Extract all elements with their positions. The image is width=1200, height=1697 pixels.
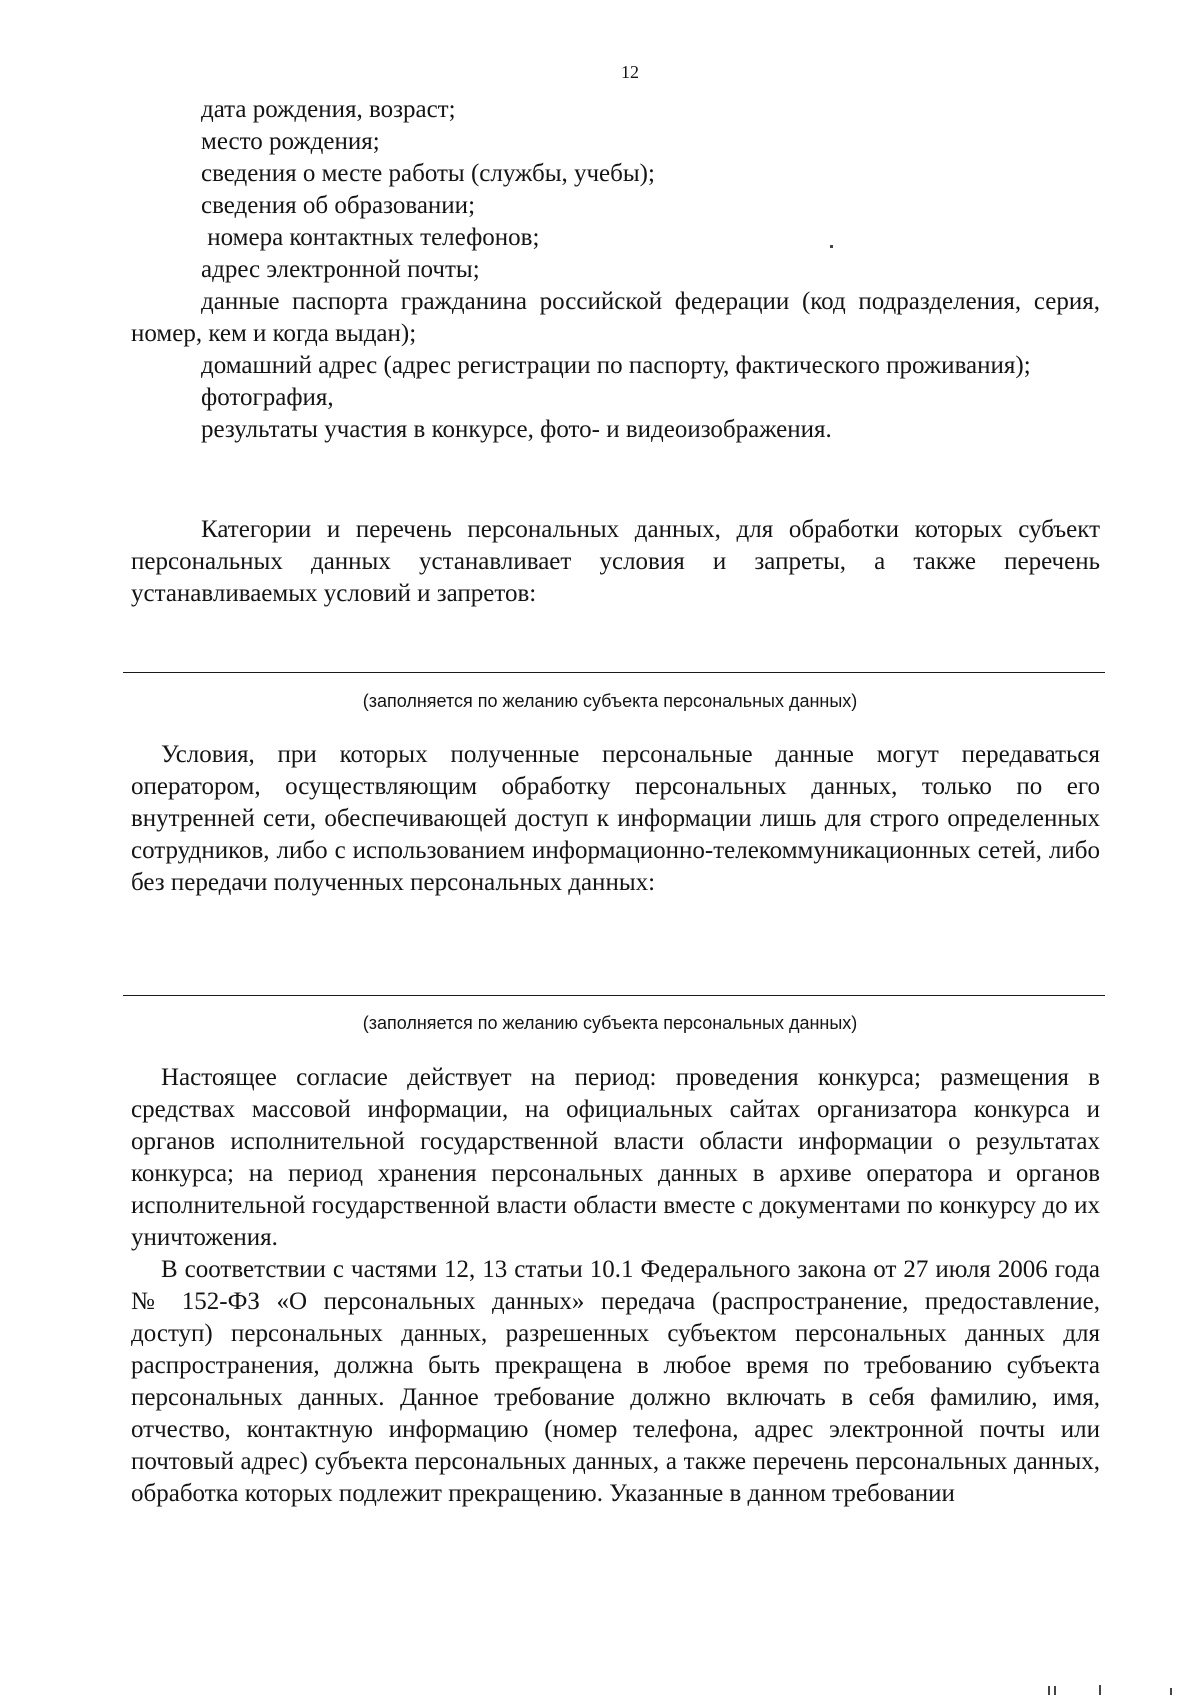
validity-paragraph: Настоящее согласие действует на период: проведения конкурса; размещения в средствах массовой информации, на официальных сайтах организатора конкурса и органов исполнительной государственной власти области информации о результатах конкурса; на период хранения персональных данных в архиве оператора и органов исполнительной государственной власти области вместе с документами по конкурсу до их уничтожения. xyxy=(131,1064,1100,1251)
fill-line-1 xyxy=(123,672,1105,673)
fill-line-2 xyxy=(123,995,1105,996)
conditions-section xyxy=(131,739,1100,899)
conditions-paragraph: Условия, при которых полученные персональные данные могут передаваться оператором, осуществляющим обработку персональных данных, только по его внутренней сети, обеспечивающей доступ к информации лишь для строго определенных сотрудников, либо с использованием информационно-телекоммуникационных сетей, либо без передачи полученных персональных данных: xyxy=(131,741,1100,896)
list-item: результаты участия в конкурсе, фото- и видеоизображения. xyxy=(201,416,832,443)
list-item: место рождения; xyxy=(201,128,380,155)
validity-section xyxy=(131,1062,1100,1510)
page-number: 12 xyxy=(621,62,639,82)
scan-speck xyxy=(1054,1686,1056,1695)
list-item: дата рождения, возраст; xyxy=(201,96,456,123)
scan-speck xyxy=(830,245,833,248)
personal-data-list xyxy=(131,94,1100,446)
categories-paragraph: Категории и перечень персональных данных, для обработки которых субъект персональных данных устанавливает условия и запреты, а также перечень устанавливаемых условий и запретов: xyxy=(131,516,1100,607)
list-item: фотография, xyxy=(201,384,334,411)
scan-speck xyxy=(1170,1688,1172,1695)
list-item: сведения об образовании; xyxy=(201,192,476,219)
list-item: номера контактных телефонов; xyxy=(201,224,540,251)
list-item: адрес электронной почты; xyxy=(201,256,480,283)
list-item: сведения о месте работы (службы, учебы); xyxy=(201,160,655,187)
fill-note-1: (заполняется по желанию субъекта персональных данных) xyxy=(362,691,858,711)
scan-speck xyxy=(1099,1685,1101,1695)
law-paragraph: В соответствии с частями 12, 13 статьи 10.1 Федерального закона от 27 июля 2006 года № 152-ФЗ «О персональных данных» передача (распространение, предоставление, доступ) персональных данных, разрешенных субъектом персональных данных для распространения, должна быть прекращена в любое время по требованию субъекта персональных данных. Данное требование должно включать в себя фамилию, имя, отчество, контактную информацию (номер телефона, адрес электронной почты или почтовый адрес) субъекта персональных данных, а также перечень персональных данных, обработка которых подлежит прекращению. Указанные в данном требовании xyxy=(131,1256,1100,1507)
scan-speck xyxy=(1048,1686,1050,1695)
categories-section xyxy=(131,514,1100,610)
list-item: данные паспорта гражданина российской федерации (код подразделения, серия, номер, кем и когда выдан); xyxy=(131,288,1100,347)
fill-note-2: (заполняется по желанию субъекта персональных данных) xyxy=(362,1013,858,1033)
list-item: домашний адрес (адрес регистрации по паспорту, фактического проживания); xyxy=(201,352,1031,379)
